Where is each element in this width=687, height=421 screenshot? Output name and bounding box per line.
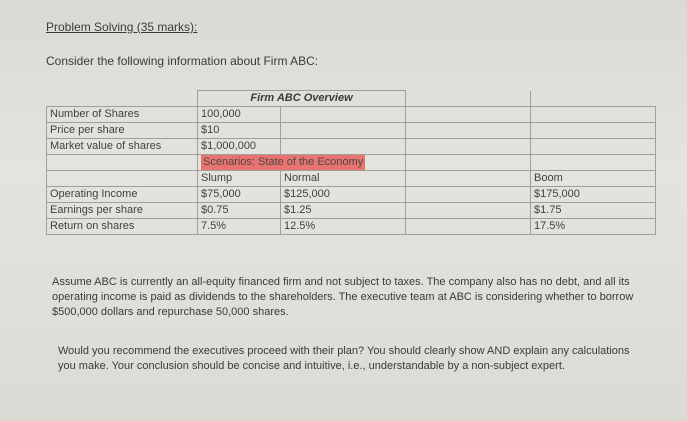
scenarios-title-row [47,155,656,171]
scenario-value-normal: 12.5% [281,219,406,235]
overview-row [47,123,656,139]
scenario-header-slump: Slump [198,171,281,187]
overview-value: $1,000,000 [198,139,281,155]
scenario-label: Operating Income [47,187,198,203]
firm-table [46,90,656,235]
scenario-header-normal: Normal [281,171,406,187]
scenarios-title: Scenarios: State of the Economy [203,156,364,168]
scenario-value-slump: $0.75 [198,203,281,219]
section-heading: Problem Solving (35 marks): [46,20,198,34]
scenarios-header-row [47,171,656,187]
intro-text: Consider the following information about Firm ABC: [46,54,319,68]
scenario-value-boom: $175,000 [531,187,656,203]
overview-title-row [47,91,656,107]
scenario-value-slump: 7.5% [198,219,281,235]
scenario-row [47,219,656,235]
overview-value: $10 [198,123,281,139]
scenario-value-slump: $75,000 [198,187,281,203]
overview-label: Market value of shares [47,139,198,155]
scenario-value-normal: $125,000 [281,187,406,203]
overview-row [47,107,656,123]
scenario-label: Earnings per share [47,203,198,219]
scenario-row [47,187,656,203]
scenarios-title-cell [198,155,406,171]
scenario-label: Return on shares [47,219,198,235]
assumption-paragraph: Assume ABC is currently an all-equity financed firm and not subject to taxes. The company also has no debt, and all its operating income is paid as dividends to the shareholders. The executive team at ABC is considering whether to borrow $500,000 dollars and repurchase 50,000 shares. [52,276,634,318]
scenario-header-boom: Boom [531,171,656,187]
scenario-value-boom: 17.5% [531,219,656,235]
scenario-value-boom: $1.75 [531,203,656,219]
overview-label: Price per share [47,123,198,139]
overview-title: Firm ABC Overview [198,91,406,107]
overview-row [47,139,656,155]
scenario-value-normal: $1.25 [281,203,406,219]
overview-label: Number of Shares [47,107,198,123]
overview-value: 100,000 [198,107,281,123]
question-paragraph: Would you recommend the executives proceed with their plan? You should clearly show AND explain any calculations you make. Your conclusion should be concise and intuitive, i.e., understandable by a non-subject expert. [58,345,630,372]
scenario-row [47,203,656,219]
